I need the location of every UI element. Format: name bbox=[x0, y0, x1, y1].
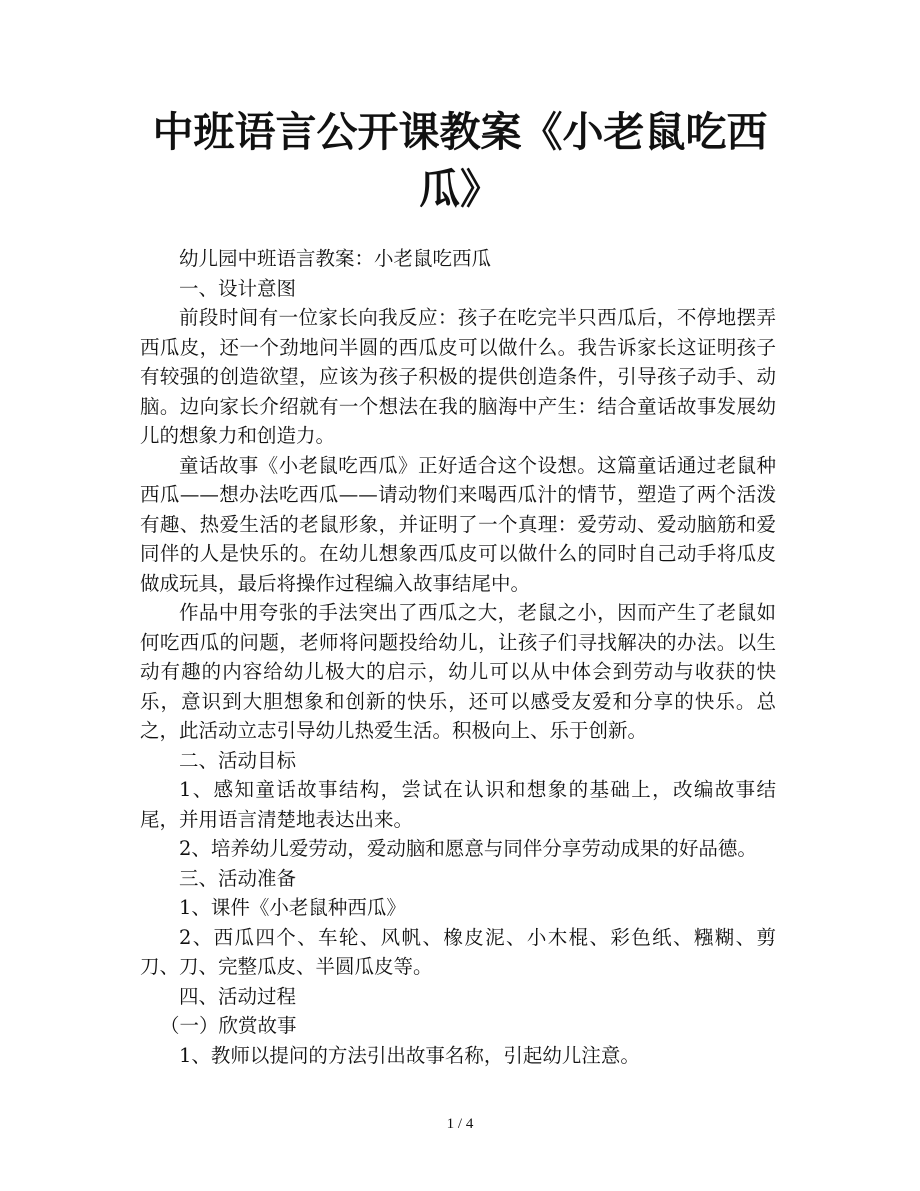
document-title: 中班语言公开课教案《小老鼠吃西瓜》 bbox=[152, 108, 768, 213]
heading-activity-process: 四、活动过程 bbox=[179, 984, 297, 1008]
heading-activity-goals: 二、活动目标 bbox=[179, 748, 297, 772]
list-item: 1、感知童话故事结构，尝试在认识和想象的基础上，改编故事结尾，并用语言清楚地表达出来。 bbox=[140, 778, 776, 831]
list-item: 1、教师以提问的方法引出故事名称，引起幼儿注意。 bbox=[179, 1043, 640, 1067]
document-body bbox=[140, 244, 776, 1070]
page-number: 1 / 4 bbox=[446, 1116, 474, 1132]
list-item: 1、课件《小老鼠种西瓜》 bbox=[179, 896, 406, 919]
paragraph: 前段时间有一位家长向我反应：孩子在吃完半只西瓜后，不停地摆弄西瓜皮，还一个劲地问半圆的西瓜皮可以做什么。我告诉家长这证明孩子有较强的创造欲望，应该为孩子积极的提供创造条件，引导孩子动手、动脑。边向家长介绍就有一个想法在我的脑海中产生：结合童话故事发展幼儿的想象力和创造力。 bbox=[140, 306, 776, 447]
paragraph: 童话故事《小老鼠吃西瓜》正好适合这个设想。这篇童话通过老鼠种西瓜——想办法吃西瓜——请动物们来喝西瓜汁的情节，塑造了两个活泼有趣、热爱生活的老鼠形象，并证明了一个真理：爱劳动、爱动脑筋和爱同伴的人是快乐的。在幼儿想象西瓜皮可以做什么的同时自己动手将瓜皮做成玩具，最后将操作过程编入故事结尾中。 bbox=[140, 453, 776, 595]
heading-activity-preparation: 三、活动准备 bbox=[179, 866, 297, 890]
subheading-story: （一）欣赏故事 bbox=[160, 1014, 297, 1037]
paragraph-subtitle: 幼儿园中班语言教案：小老鼠吃西瓜 bbox=[179, 247, 492, 270]
heading-design-intent: 一、设计意图 bbox=[179, 276, 297, 300]
list-item: 2、培养幼儿爱劳动，爱动脑和愿意与同伴分享劳动成果的好品德。 bbox=[179, 837, 757, 860]
list-item: 2、西瓜四个、车轮、风帆、橡皮泥、小木棍、彩色纸、糨糊、剪刀、刀、完整瓜皮、半圆瓜皮等。 bbox=[140, 925, 776, 978]
paragraph: 作品中用夸张的手法突出了西瓜之大，老鼠之小，因而产生了老鼠如何吃西瓜的问题，老师将问题投给幼儿，让孩子们寻找解决的办法。以生动有趣的内容给幼儿极大的启示，幼儿可以从中体会到劳动与收获的快乐，意识到大胆想象和创新的快乐，还可以感受友爱和分享的快乐。总之，此活动立志引导幼儿热爱生活。积极向上、乐于创新。 bbox=[140, 601, 776, 742]
